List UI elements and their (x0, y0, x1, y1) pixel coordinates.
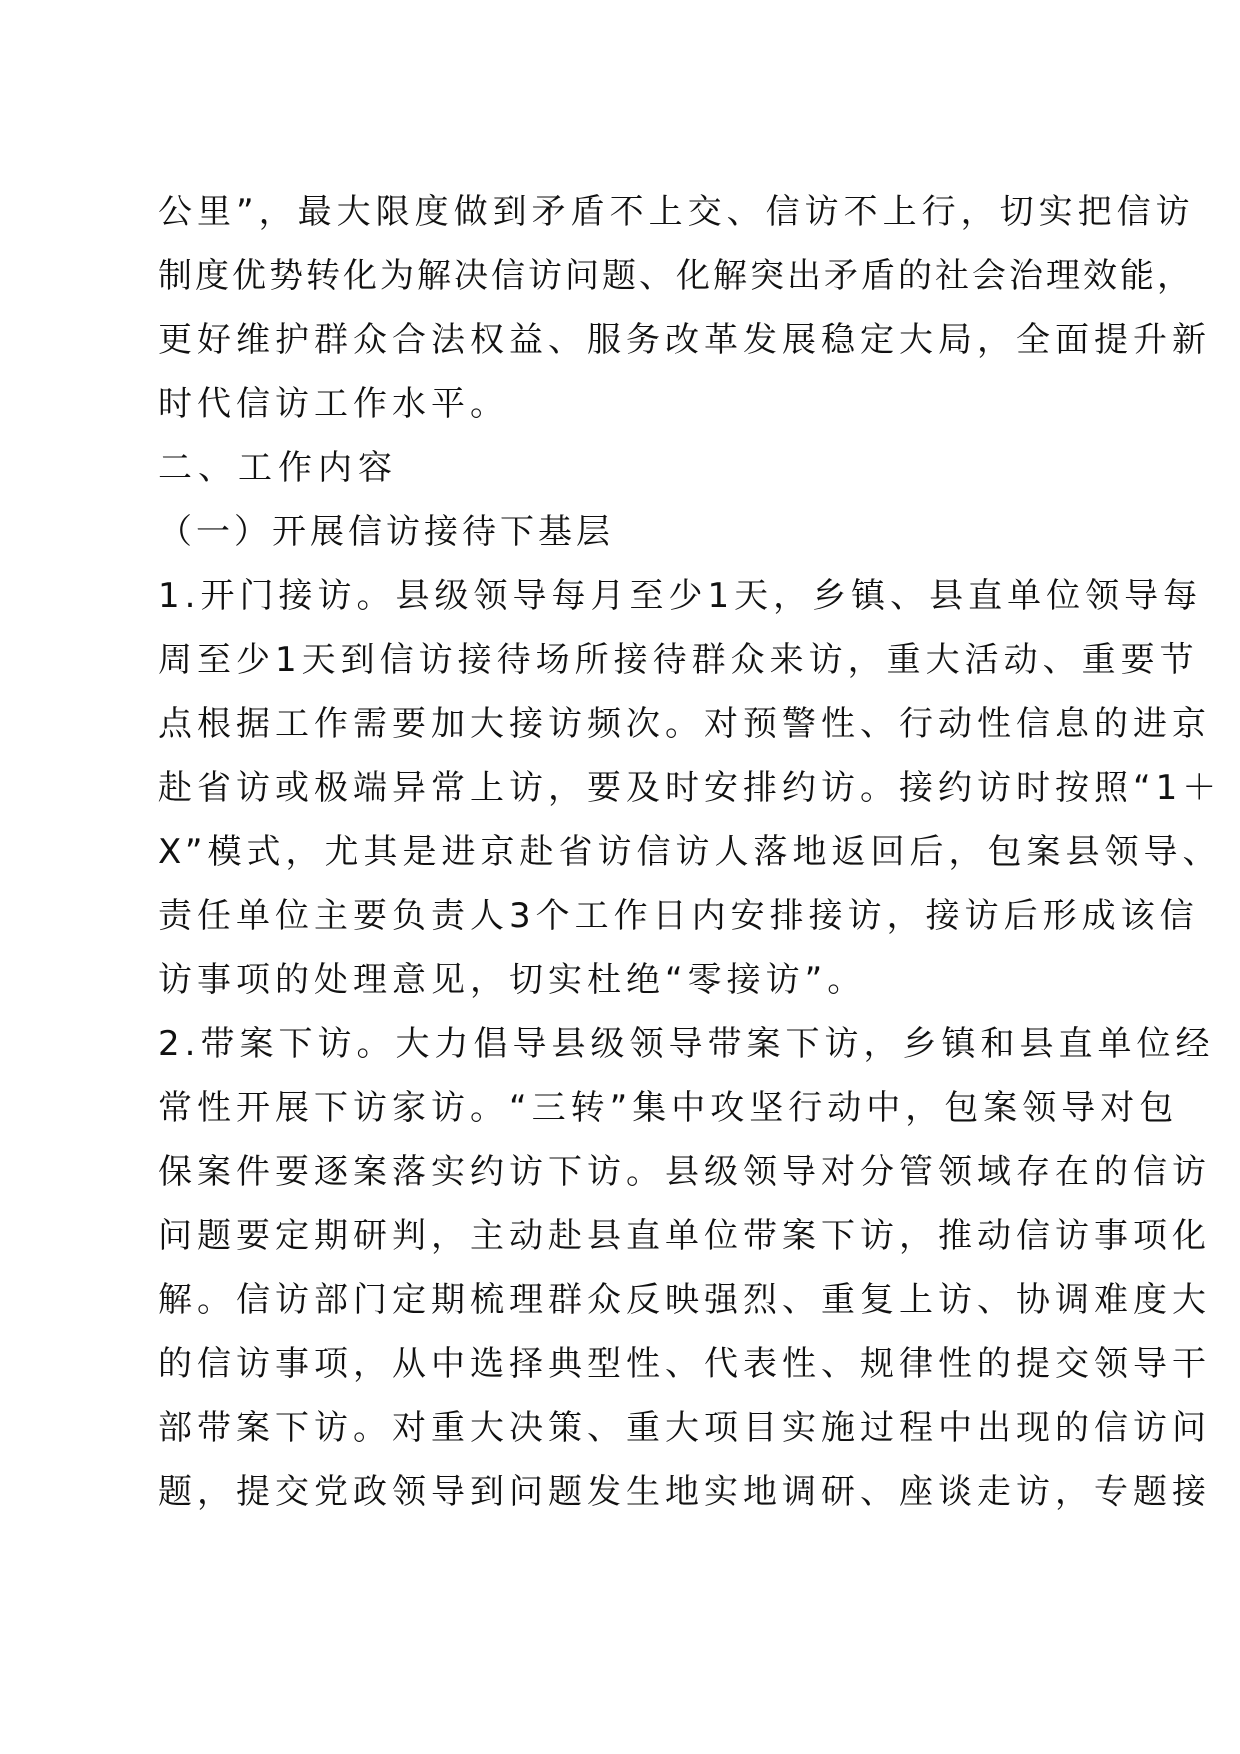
text-line: X”模式，尤其是进京赴省访信访人落地返回后，包案县领导、 (158, 832, 1222, 872)
text-line: 问题要定期研判，主动赴县直单位带案下访，推动信访事项化 (158, 1216, 1211, 1256)
text-line: 1.开门接访。县级领导每月至少1天，乡镇、县直单位领导每 (158, 576, 1203, 616)
text-line: 解。信访部门定期梳理群众反映强烈、重复上访、协调难度大 (158, 1280, 1211, 1320)
text-line: 公里”，最大限度做到矛盾不上交、信访不上行，切实把信访 (158, 192, 1195, 232)
text-line: 访事项的处理意见，切实杜绝“零接访”。 (158, 960, 867, 1000)
text-line: 周至少1天到信访接待场所接待群众来访，重大活动、重要节 (158, 640, 1199, 680)
text-line: 2.带案下访。大力倡导县级领导带案下访，乡镇和县直单位经 (158, 1024, 1215, 1064)
text-line: 部带案下访。对重大决策、重大项目实施过程中出现的信访问 (158, 1408, 1211, 1448)
text-line: 的信访事项，从中选择典型性、代表性、规律性的提交领导干 (158, 1344, 1211, 1384)
text-line: 更好维护群众合法权益、服务改革发展稳定大局，全面提升新 (158, 320, 1211, 360)
subsection-heading: （一）开展信访接待下基层 (158, 512, 614, 552)
text-line: 制度优势转化为解决信访问题、化解突出矛盾的社会治理效能， (158, 256, 1194, 296)
section-heading: 二、工作内容 (158, 448, 398, 488)
text-line: 保案件要逐案落实约访下访。县级领导对分管领域存在的信访 (158, 1152, 1211, 1192)
text-line: 赴省访或极端异常上访，要及时安排约访。接约访时按照“1＋ (158, 768, 1222, 808)
text-line: 题，提交党政领导到问题发生地实地调研、座谈走访，专题接 (158, 1472, 1211, 1512)
text-line: 责任单位主要负责人3个工作日内安排接访，接访后形成该信 (158, 896, 1199, 936)
text-line: 时代信访工作水平。 (158, 384, 509, 424)
text-line: 点根据工作需要加大接访频次。对预警性、行动性信息的进京 (158, 704, 1211, 744)
text-line: 常性开展下访家访。“三转”集中攻坚行动中，包案领导对包 (158, 1088, 1179, 1128)
